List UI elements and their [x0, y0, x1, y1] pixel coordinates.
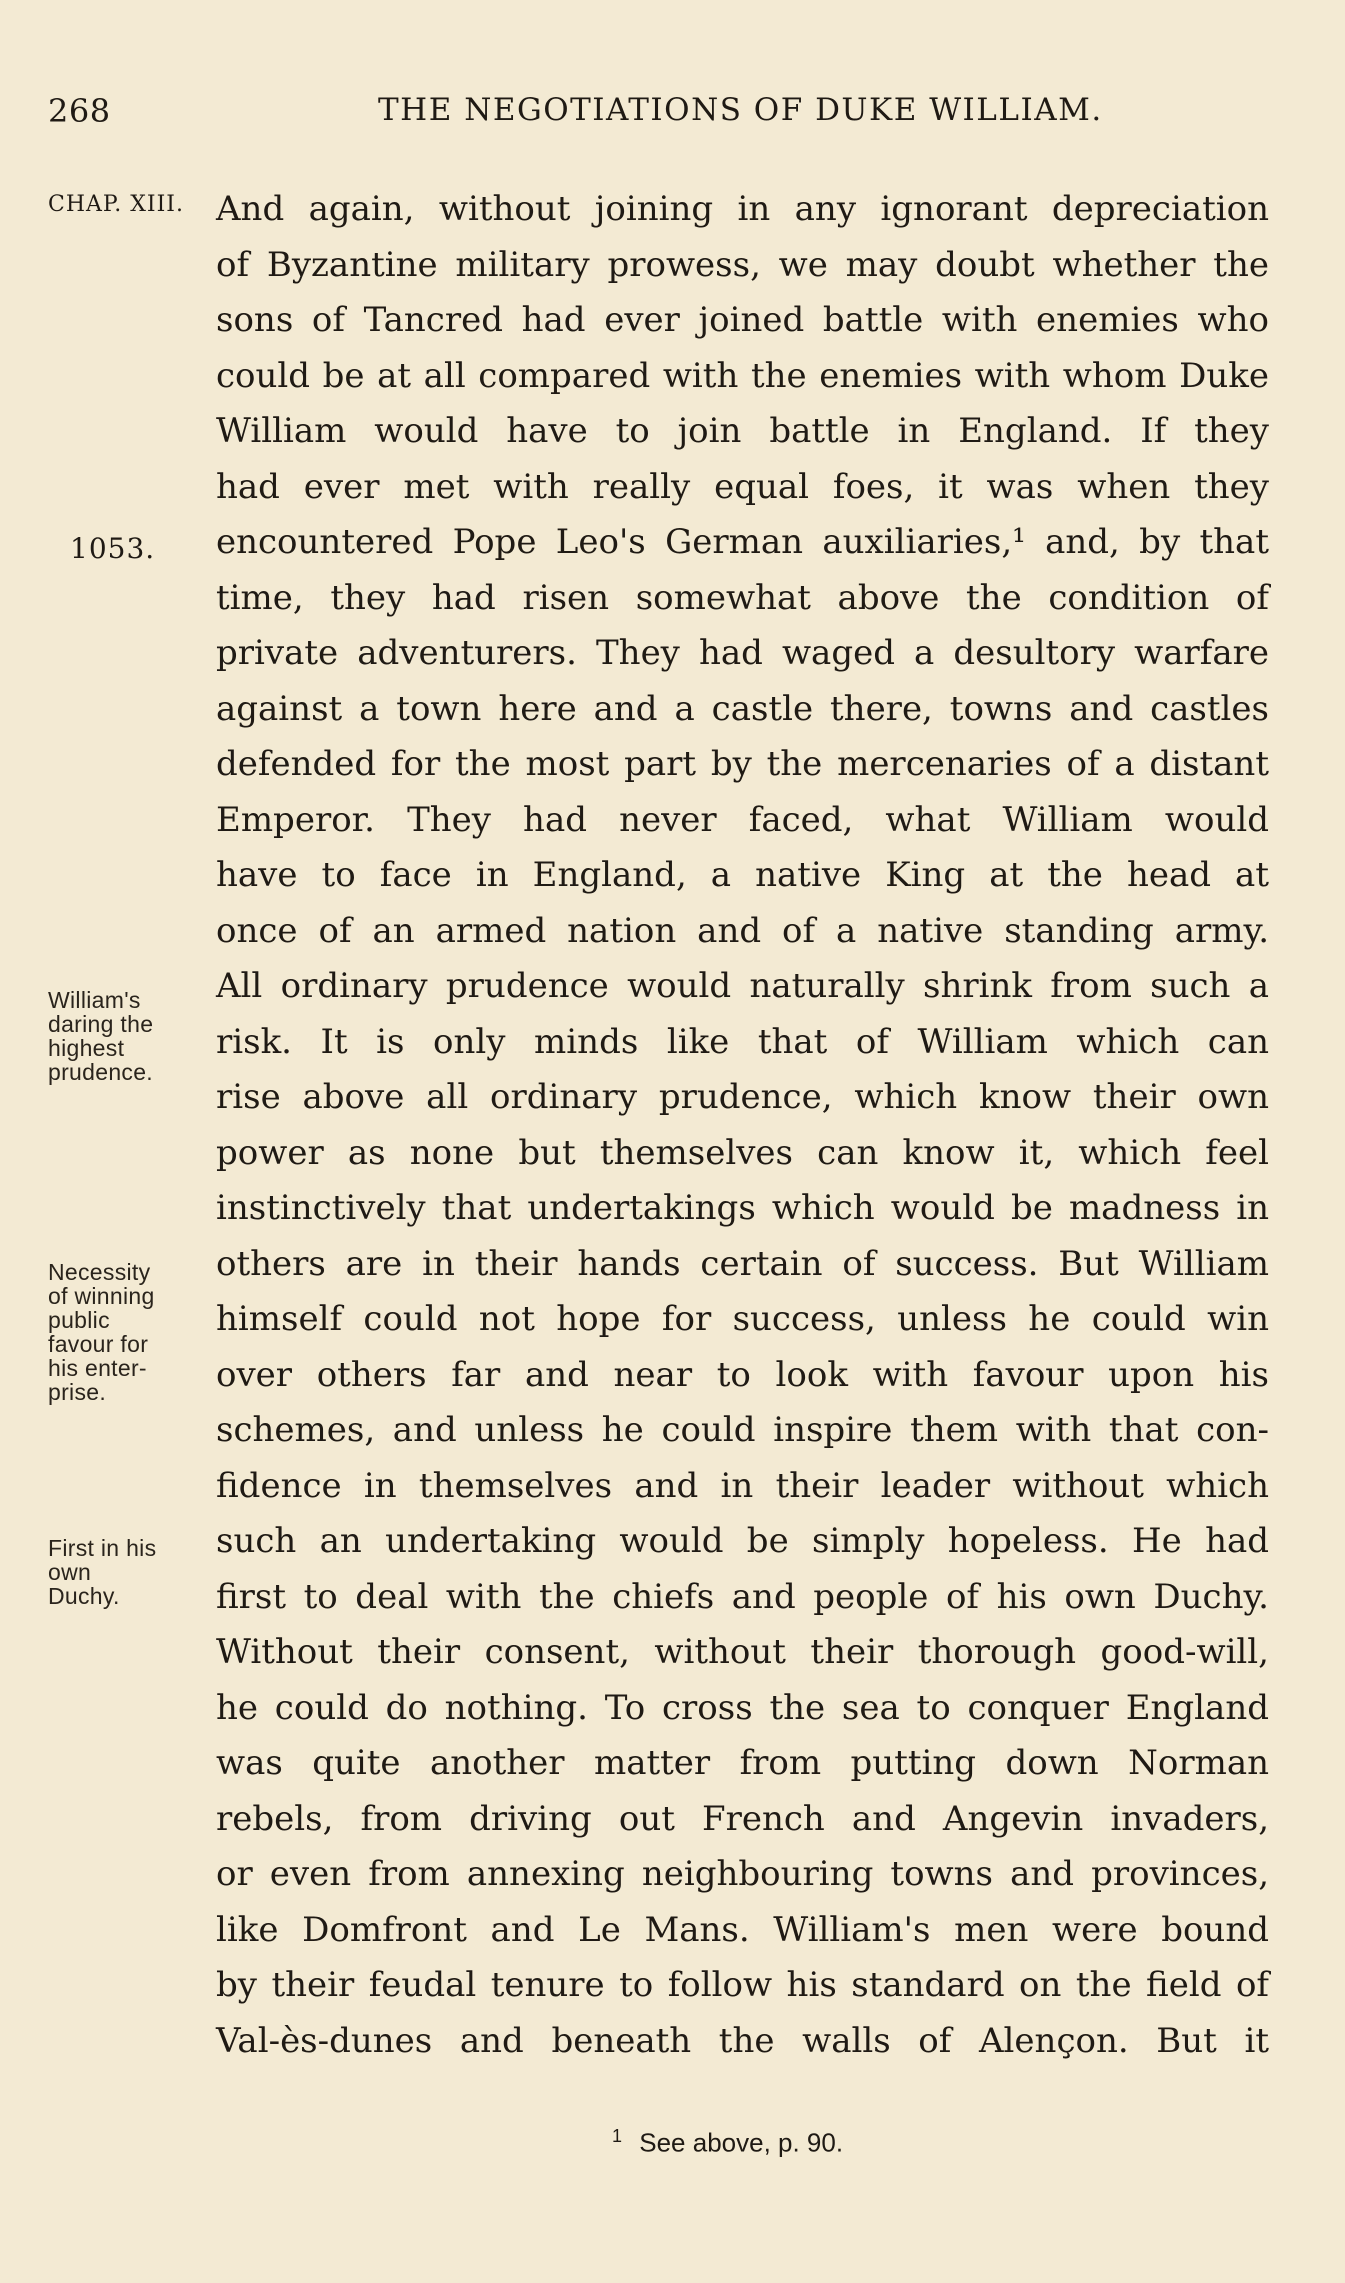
chapter-label: CHAP. XIII.	[48, 192, 184, 217]
body-line: first to deal with the chiefs and people of his own Duchy.	[216, 1576, 1269, 1617]
body-line: defended for the most part by the mercenaries of a distant	[216, 744, 1269, 784]
sidenote-public-favour	[48, 1260, 155, 1404]
body-line: encountered Pope Leo's German auxiliaries,¹ and, by that	[216, 522, 1269, 562]
sidenote-line: favour for	[48, 1331, 149, 1357]
sidenote-line: Necessity	[48, 1259, 151, 1285]
body-line: Val-ès-dunes and beneath the walls of Alençon. But it	[216, 2020, 1269, 2061]
body-line: was quite another matter from putting down Norman	[216, 1743, 1269, 1783]
page-number: 268	[48, 92, 111, 130]
sidenote-line: highest	[48, 1035, 125, 1061]
sidenote-williams-prudence	[48, 988, 153, 1084]
sidenote-line: William's	[48, 987, 141, 1013]
body-line: others are in their hands certain of success. But William	[216, 1243, 1269, 1284]
body-line: by their feudal tenure to follow his standard on the field of	[216, 1965, 1269, 2005]
body-line: And again, without joining in any ignorant depreciation	[216, 189, 1269, 229]
sidenote-line: public	[48, 1307, 110, 1333]
body-line: William would have to join battle in England. If they	[216, 411, 1269, 451]
body-line: like Domfront and Le Mans. William's men were bound	[216, 1909, 1269, 1950]
body-line: schemes, and unless he could inspire them with that con-	[216, 1410, 1269, 1450]
body-line: of Byzantine military prowess, we may doubt whether the	[216, 244, 1269, 285]
page-header	[48, 92, 1278, 140]
body-line: or even from annexing neighbouring towns and provinces,	[216, 1854, 1269, 1894]
body-line: power as none but themselves can know it, which feel	[216, 1132, 1269, 1173]
body-line: he could do nothing. To cross the sea to conquer England	[216, 1687, 1269, 1728]
body-line: private adventurers. They had waged a desultory warfare	[216, 633, 1269, 673]
body-line: Without their consent, without their thorough good-will,	[216, 1632, 1269, 1672]
running-title: THE NEGOTIATIONS OF DUKE WILLIAM.	[378, 92, 1103, 128]
year-marginal-note: 1053.	[70, 532, 156, 565]
body-text	[216, 182, 1269, 2069]
sidenote-line: First in his	[48, 1535, 157, 1561]
footnote-mark: 1	[612, 2126, 623, 2146]
sidenote-line: own	[48, 1559, 92, 1585]
body-line: sons of Tancred had ever joined battle with enemies who	[216, 300, 1269, 340]
body-line: rebels, from driving out French and Angevin invaders,	[216, 1798, 1269, 1839]
footnote	[612, 2126, 843, 2159]
sidenote-line: of winning	[48, 1283, 155, 1309]
sidenote-line: Duchy.	[48, 1583, 120, 1609]
body-line: have to face in England, a native King at the head at	[216, 855, 1269, 895]
body-line: fidence in themselves and in their leader without which	[216, 1465, 1269, 1506]
body-line: himself could not hope for success, unless he could win	[216, 1299, 1269, 1339]
body-line: over others far and near to look with favour upon his	[216, 1354, 1269, 1395]
sidenote-line: daring the	[48, 1011, 154, 1037]
body-line: risk. It is only minds like that of William which can	[216, 1021, 1269, 1062]
sidenote-line: his enter-	[48, 1355, 147, 1381]
body-line: All ordinary prudence would naturally shrink from such a	[216, 966, 1269, 1006]
body-line: time, they had risen somewhat above the condition of	[216, 577, 1269, 618]
body-line: once of an armed nation and of a native standing army.	[216, 910, 1269, 951]
sidenote-line: prudence.	[48, 1059, 153, 1085]
body-line: such an undertaking would be simply hopeless. He had	[216, 1521, 1269, 1561]
footnote-text: See above, p. 90.	[639, 2127, 844, 2158]
body-line: Emperor. They had never faced, what William would	[216, 799, 1269, 840]
body-line: rise above all ordinary prudence, which know their own	[216, 1077, 1269, 1117]
body-line: instinctively that undertakings which would be madness in	[216, 1188, 1269, 1228]
sidenote-own-duchy	[48, 1536, 156, 1608]
sidenote-line: prise.	[48, 1379, 107, 1405]
body-line: had ever met with really equal foes, it was when they	[216, 466, 1269, 507]
body-line: could be at all compared with the enemies with whom Duke	[216, 355, 1269, 396]
body-line: against a town here and a castle there, towns and castles	[216, 688, 1269, 729]
